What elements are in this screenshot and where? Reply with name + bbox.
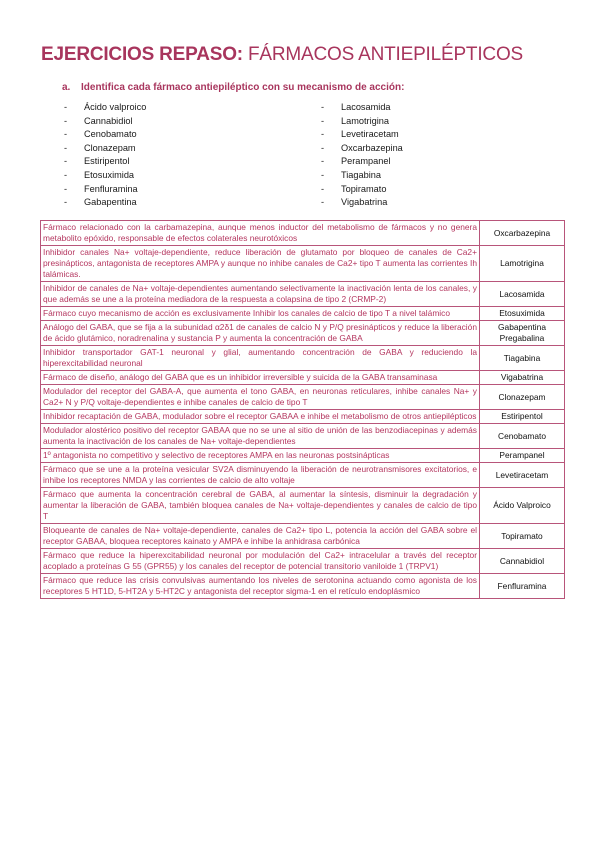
mechanism-description: Bloqueante de canales de Na+ voltaje-dependiente, canales de Ca2+ tipo L, potencia la acción del GABA sobre el receptor GABAA, bloquea receptores kainato y AMPA e inhibe la anhidrasa carbónica [41, 524, 480, 549]
drug-answer: Ácido Valproico [480, 488, 565, 524]
drug-name: Cenobamato [84, 129, 137, 140]
mechanism-description: Inhibidor recaptación de GABA, modulador sobre el receptor GABAA e inhibe el metabolismo de otros antiepilépticos [41, 410, 480, 424]
drug-answer: Fenfluramina [480, 574, 565, 599]
table-row [41, 246, 565, 282]
table-row [41, 574, 565, 599]
drug-list-item [321, 128, 403, 142]
mechanism-description: Modulador del receptor del GABA-A, que aumenta el tono GABA, en neuronas reticulares, inhibe canales Na+ y Ca2+ N y P/Q voltaje-dependientes e inhibe canales de calcio de tipo T [41, 385, 480, 410]
list-bullet: - [321, 183, 325, 194]
mechanism-description: Fármaco de diseño, análogo del GABA que es un inhibidor irreversible y suicida de la GABA transaminasa [41, 371, 480, 385]
drug-name: Vigabatrina [341, 197, 388, 208]
drug-name: Oxcarbazepina [341, 142, 403, 153]
list-bullet: - [321, 156, 325, 167]
drug-name: Tiagabina [341, 169, 382, 180]
drug-name: Clonazepam [84, 142, 136, 153]
drug-answer: Clonazepam [480, 385, 565, 410]
list-bullet: - [321, 142, 325, 153]
list-bullet: - [64, 129, 68, 140]
table-row [41, 346, 565, 371]
drug-answer: Levetiracetam [480, 463, 565, 488]
drug-list-item [64, 169, 146, 183]
drug-answer: Vigabatrina [480, 371, 565, 385]
mechanism-description: Inhibidor canales Na+ voltaje-dependiente, reduce liberación de glutamato por bloqueo de canales de Ca2+ presinápticos, antagonista de receptores AMPA y aunque no inhibe canales de Ca2+ tipo T aumenta las corrientes Ih talámicas. [41, 246, 480, 282]
drug-name: Fenfluramina [84, 183, 138, 194]
list-bullet: - [64, 115, 68, 126]
drug-list-item [321, 169, 403, 183]
list-bullet: - [321, 197, 325, 208]
list-bullet: - [321, 115, 325, 126]
drug-name: Lamotrigina [341, 115, 390, 126]
mechanism-description: Análogo del GABA, que se fija a la subunidad α2δ1 de canales de calcio N y P/Q presinápticos y reduce la liberación de ácido glutámico, noradrenalina y sustancia P y aumenta la concentración de GABA [41, 321, 480, 346]
mechanism-description: Fármaco que aumenta la concentración cerebral de GABA, al aumentar la síntesis, disminuir la degradación y aumentar la liberación de GABA, también bloquea canales de Na+ voltaje-dependientes y canales de calcio de tipo T [41, 488, 480, 524]
drug-list-item [321, 115, 403, 129]
table-row [41, 524, 565, 549]
drug-name: Topiramato [341, 183, 387, 194]
drug-list-item [64, 142, 146, 156]
mechanism-table [40, 220, 565, 599]
list-bullet: - [321, 129, 325, 140]
drug-answer: Topiramato [480, 524, 565, 549]
drug-name: Etosuximida [84, 169, 135, 180]
table-row [41, 463, 565, 488]
drug-list-item [321, 183, 403, 197]
mechanism-description: Inhibidor de canales de Na+ voltaje-dependientes aumentando selectivamente la inactivación lenta de los canales, y que además se une a la proteína mediadora de la respuesta a colapsina de tipo 2 (CRMP-2) [41, 282, 480, 307]
drug-answer: Lacosamida [480, 282, 565, 307]
table-row [41, 449, 565, 463]
list-bullet: - [64, 156, 68, 167]
drug-name: Gabapentina [84, 197, 137, 208]
drug-list-left [64, 101, 146, 210]
drug-name: Ácido valproico [84, 102, 147, 112]
table-row [41, 385, 565, 410]
list-bullet: - [64, 169, 68, 180]
drug-name: Levetiracetam [341, 129, 399, 140]
list-bullet: - [64, 142, 68, 153]
question-letter: a. [62, 82, 71, 93]
question-heading [62, 82, 404, 93]
drug-answer: Tiagabina [480, 346, 565, 371]
drug-answer: Estiripentol [480, 410, 565, 424]
drug-answer: Cannabidiol [480, 549, 565, 574]
drug-answer: Perampanel [480, 449, 565, 463]
drug-name: Perampanel [341, 156, 391, 167]
list-bullet: - [64, 183, 68, 194]
drug-list-item [321, 142, 403, 156]
drug-name: Cannabidiol [84, 115, 133, 126]
table-row [41, 371, 565, 385]
mechanism-description: Fármaco que reduce las crisis convulsivas aumentando los niveles de serotonina actuando como agonista de los receptores 5 HT1D, 5-HT2A y 5-HT2C y antagonista del receptor sigma-1 en el retículo endoplásmico [41, 574, 480, 599]
table-row [41, 410, 565, 424]
mechanism-description: Fármaco que se une a la proteína vesicular SV2A disminuyendo la liberación de neurotransmisores excitatorios, e inhibe los receptores NMDA y las corrientes de calcio de alto voltaje [41, 463, 480, 488]
list-bullet: - [64, 102, 68, 112]
drug-answer: Oxcarbazepina [480, 221, 565, 246]
table-row [41, 307, 565, 321]
drug-list-item [64, 128, 146, 142]
drug-list-item [64, 101, 146, 115]
table-row [41, 282, 565, 307]
table-row [41, 488, 565, 524]
drug-list-item [64, 183, 146, 197]
list-bullet: - [321, 169, 325, 180]
mechanism-description: Modulador alostérico positivo del receptor GABAA que no se une al sitio de unión de las benzodiacepinas y además aumenta la inactivación de los canales de Na+ voltaje-dependientes [41, 424, 480, 449]
mechanism-description: Fármaco que reduce la hiperexcitabilidad neuronal por modulación del Ca2+ intracelular a través del receptor acoplado a proteínas G 55 (GPR55) y los canales del receptor de potencial transitorio vaniloide 1 (TRPV1) [41, 549, 480, 574]
title-rest: FÁRMACOS ANTIEPILÉPTICOS [248, 44, 523, 65]
drug-answer: Gabapentina Pregabalina [480, 321, 565, 346]
list-bullet: - [64, 197, 68, 208]
drug-answer: Etosuximida [480, 307, 565, 321]
table-row [41, 221, 565, 246]
drug-name: Estiripentol [84, 156, 130, 167]
page-title [41, 44, 523, 66]
drug-list-item [321, 155, 403, 169]
drug-name: Lacosamida [341, 102, 391, 112]
mechanism-description: Fármaco cuyo mecanismo de acción es exclusivamente Inhibir los canales de calcio de tipo T a nivel talámico [41, 307, 480, 321]
list-bullet: - [321, 102, 325, 112]
table-row [41, 549, 565, 574]
drug-list-item [64, 155, 146, 169]
drug-answer: Cenobamato [480, 424, 565, 449]
drug-answer: Lamotrigina [480, 246, 565, 282]
mechanism-description: Inhibidor transportador GAT-1 neuronal y glial, aumentando concentración de GABA y reduciendo la hiperexcitabilidad neuronal [41, 346, 480, 371]
title-bold-part: EJERCICIOS REPASO: [41, 44, 243, 65]
mechanism-description: Fármaco relacionado con la carbamazepina, aunque menos inductor del metabolismo de fármacos y no genera metabolito epóxido, responsable de efectos colaterales neurotóxicos [41, 221, 480, 246]
drug-list-right [321, 101, 403, 210]
drug-list-item [64, 115, 146, 129]
drug-list-item [321, 196, 403, 210]
drug-list-item [321, 101, 403, 115]
mechanism-table-body [41, 221, 565, 599]
drug-list-item [64, 196, 146, 210]
mechanism-description: 1º antagonista no competitivo y selectivo de receptores AMPA en las neuronas postsinápticas [41, 449, 480, 463]
question-text: Identifica cada fármaco antiepiléptico con su mecanismo de acción: [81, 82, 405, 93]
table-row [41, 321, 565, 346]
table-row [41, 424, 565, 449]
